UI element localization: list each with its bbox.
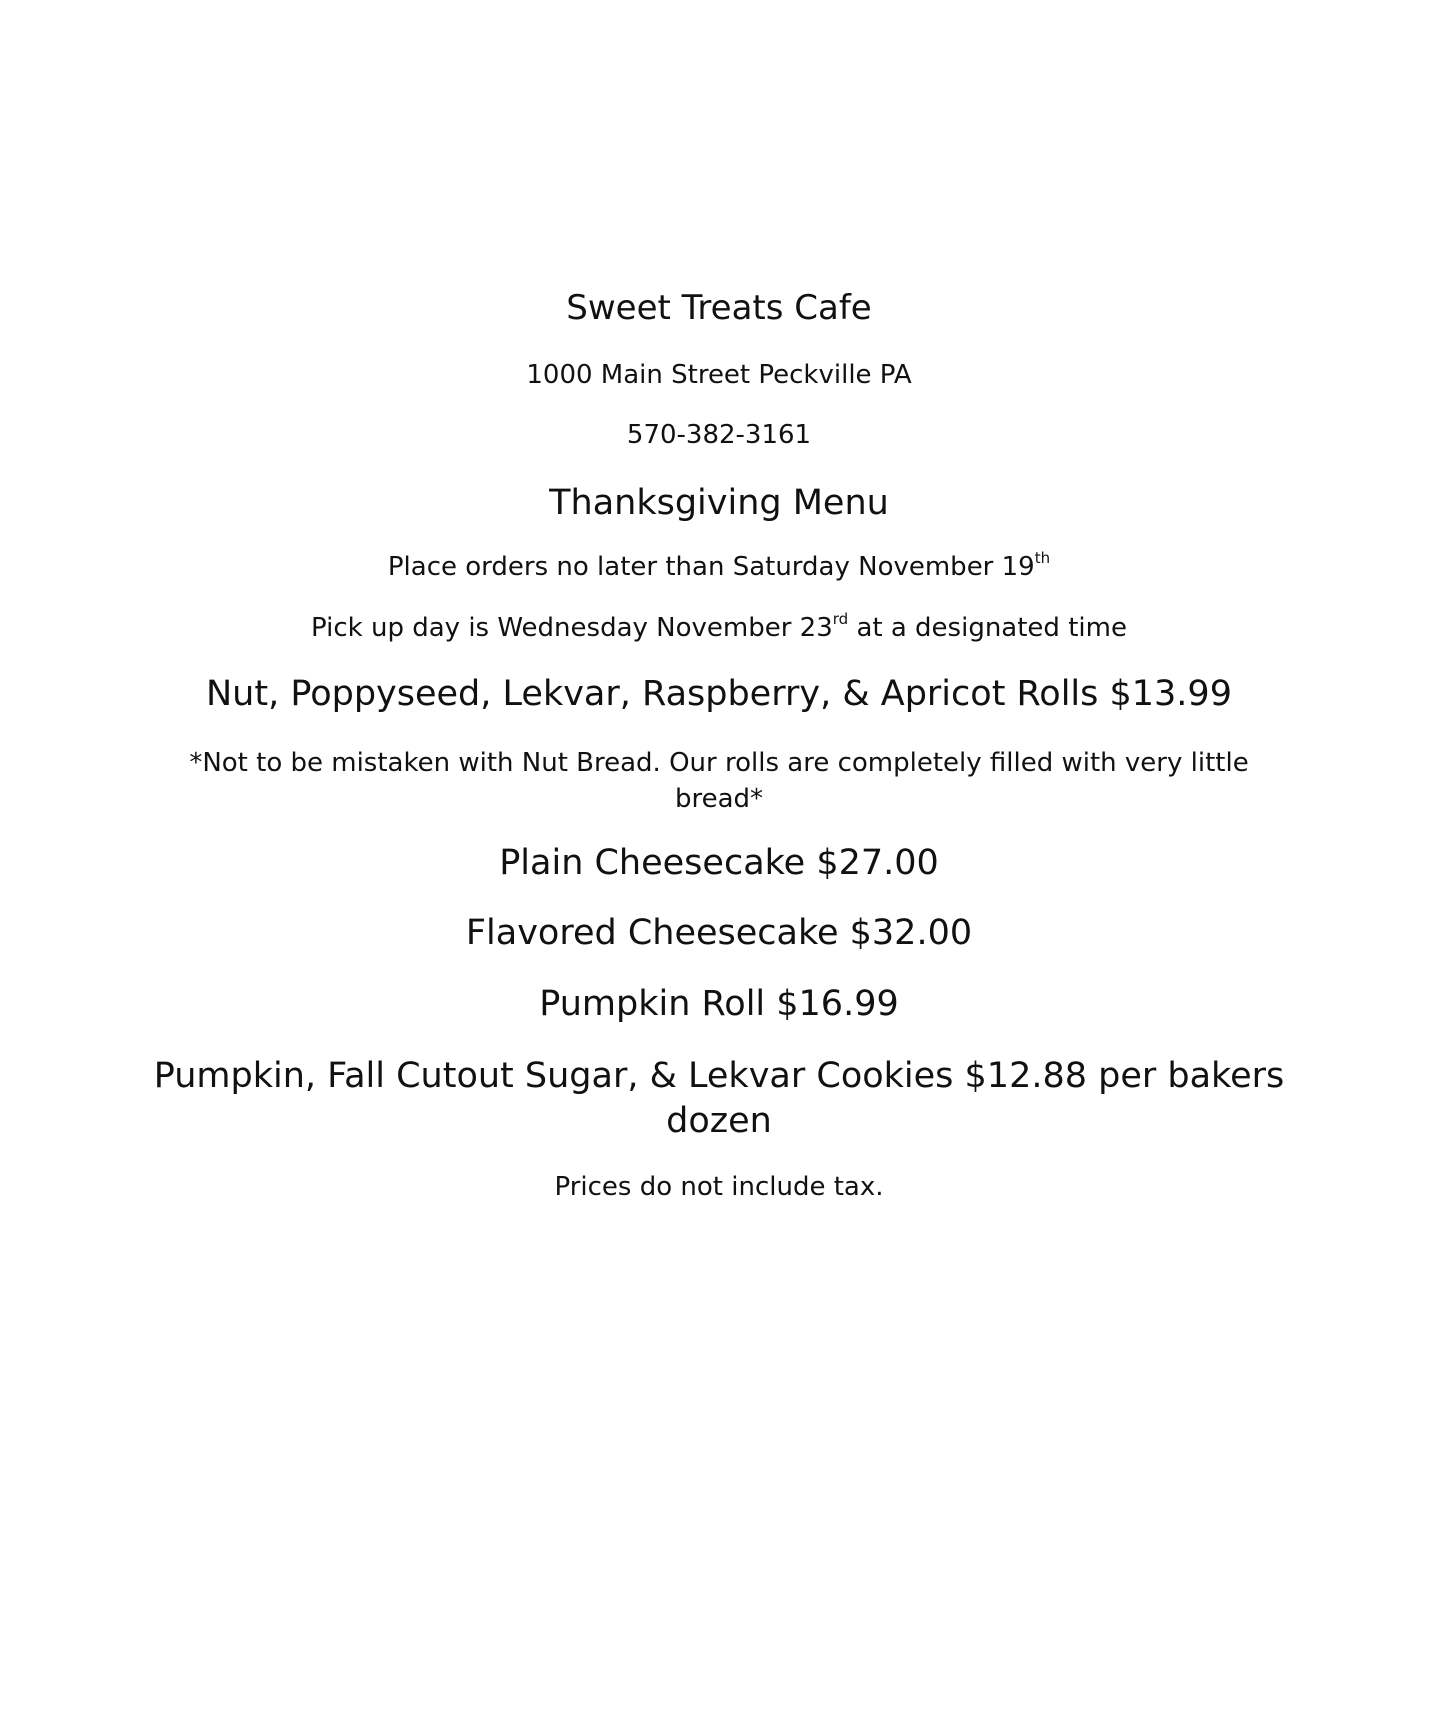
menu-item-plain-cheesecake: Plain Cheesecake $27.00 xyxy=(499,843,939,883)
pickup-info xyxy=(150,610,1288,644)
pickup-text-after: at a designated time xyxy=(848,613,1127,643)
rolls-note: *Not to be mistaken with Nut Bread. Our rolls are completely filled with very little bread* xyxy=(189,748,1249,814)
menu-title: Thanksgiving Menu xyxy=(549,483,889,523)
menu-item-cookies: Pumpkin, Fall Cutout Sugar, & Lekvar Cookies $12.88 per bakers dozen xyxy=(153,1056,1285,1141)
business-name: Sweet Treats Cafe xyxy=(566,288,872,328)
business-phone: 570-382-3161 xyxy=(626,420,812,450)
menu-item-flavored-cheesecake: Flavored Cheesecake $32.00 xyxy=(465,913,973,953)
menu-item-pumpkin-roll: Pumpkin Roll $16.99 xyxy=(539,984,899,1024)
tax-note: Prices do not include tax. xyxy=(554,1172,884,1202)
pickup-text-before: Pick up day is Wednesday November 23 xyxy=(311,613,833,643)
pickup-suffix: rd xyxy=(832,610,849,628)
order-deadline xyxy=(150,549,1288,583)
menu-item-rolls: Nut, Poppyseed, Lekvar, Raspberry, & Apricot Rolls $13.99 xyxy=(206,674,1232,714)
order-deadline-suffix: th xyxy=(1034,549,1051,567)
order-deadline-text: Place orders no later than Saturday November 19 xyxy=(387,552,1035,582)
business-address: 1000 Main Street Peckville PA xyxy=(526,360,912,390)
